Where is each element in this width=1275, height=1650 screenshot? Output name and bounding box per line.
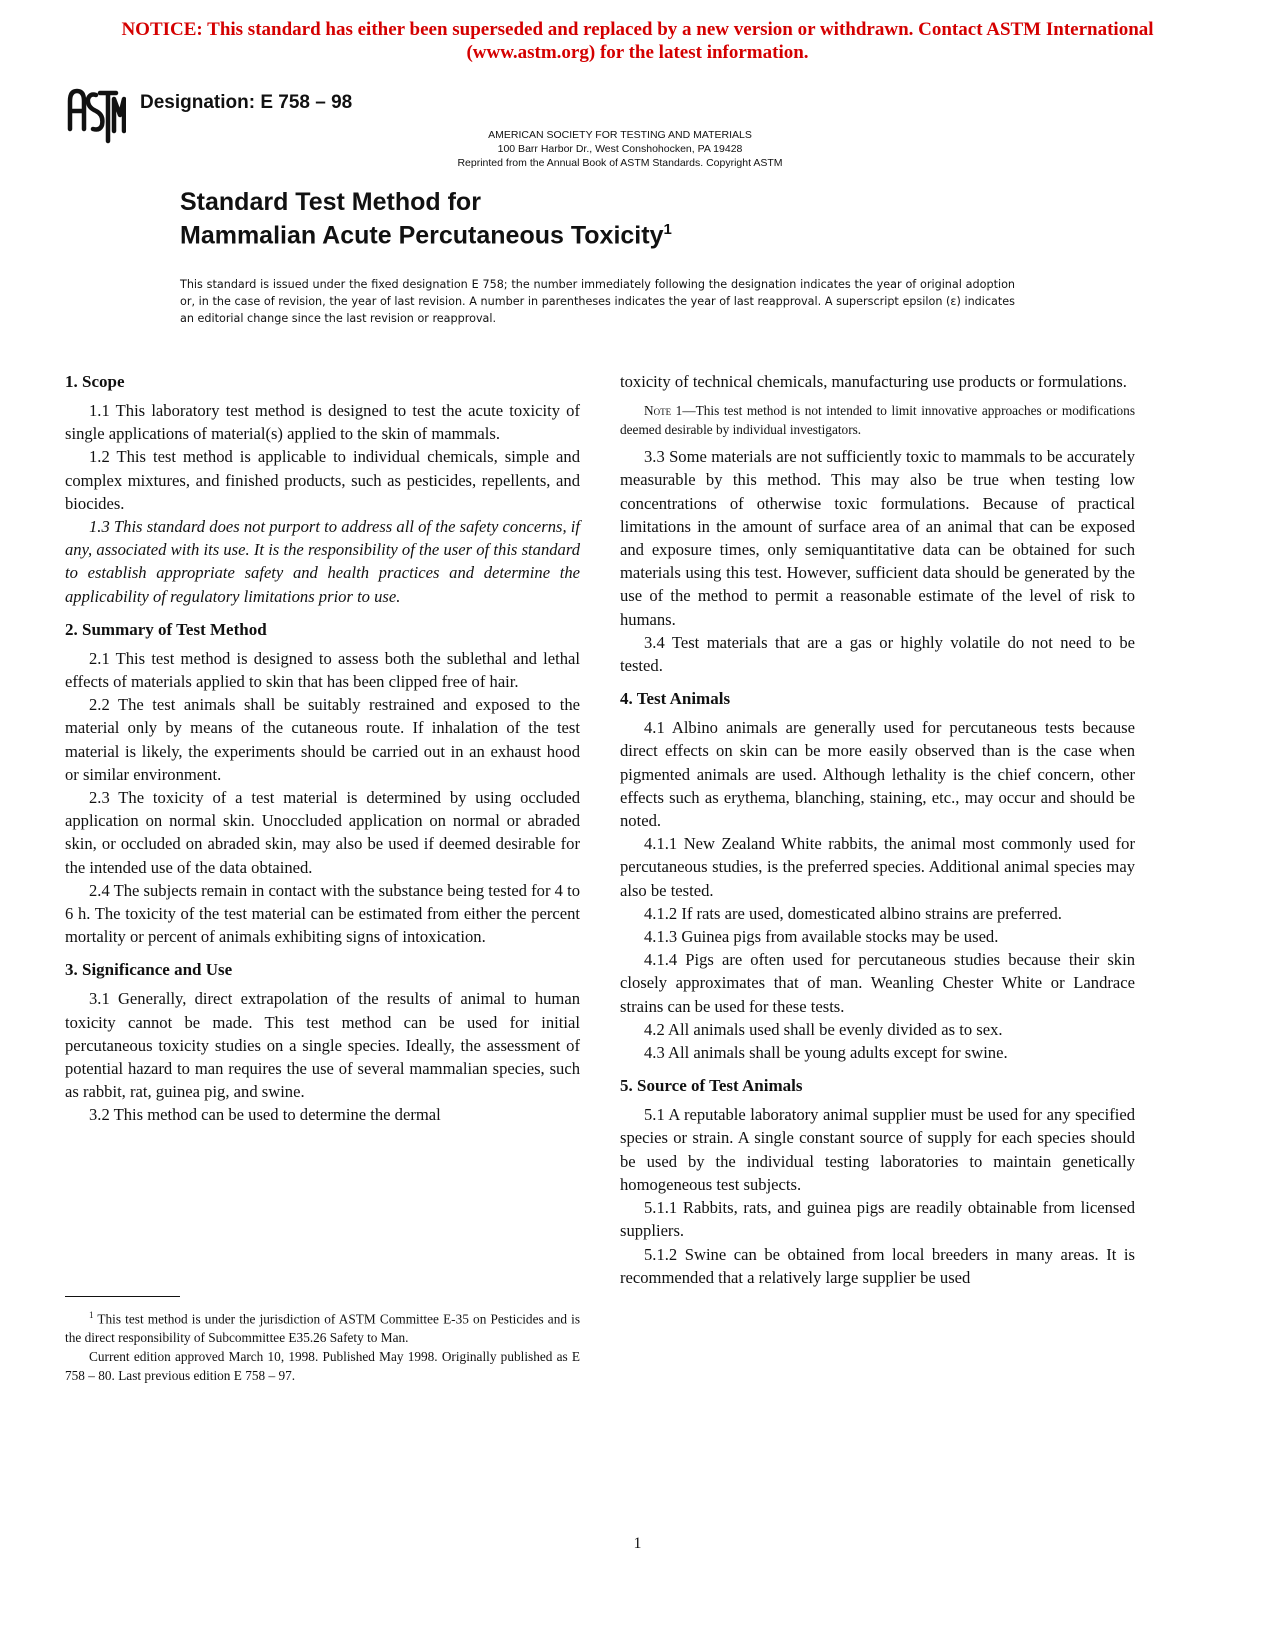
- publisher-copyright: Reprinted from the Annual Book of ASTM Standards. Copyright ASTM: [457, 157, 783, 169]
- section-heading-source: 5. Source of Test Animals: [620, 1076, 803, 1096]
- note-1: [620, 401, 1135, 439]
- paragraph-5-1: 5.1 A reputable laboratory animal supplier must be used for any specified species or strain. A single constant source of supply for each species should be used by the individual testing laboratories to maintain genetically homogeneous test subjects.: [620, 1105, 1135, 1194]
- paragraph-3-1: 3.1 Generally, direct extrapolation of the results of animal to human toxicity cannot be made. This test method can be used for initial percutaneous toxicity studies on a single species. Ideally, the assessment of potential hazard to man requires the use of several mammalian species, such as rabbit, rat, guinea pig, and swine.: [65, 989, 580, 1102]
- designation: Designation: E 758 – 98: [140, 92, 353, 113]
- footnote-edition: Current edition approved March 10, 1998. Published May 1998. Originally published as E 758 – 80. Last previous edition E 758 – 97.: [65, 1349, 580, 1384]
- paragraph-1-3: 1.3 This standard does not purport to address all of the safety concerns, if any, associated with its use. It is the responsibility of the user of this standard to establish appropriate safety and health practices and determine the applicability of regulatory limitations prior to use.: [65, 517, 580, 606]
- paragraph-3-2: 3.2 This method can be used to determine the dermal: [89, 1105, 441, 1125]
- section-heading-significance: 3. Significance and Use: [65, 960, 233, 980]
- footnote-divider: [65, 1296, 180, 1297]
- footnote-jurisdiction: This test method is under the jurisdiction of ASTM Committee E-35 on Pesticides and is the direct responsibility of Subcommittee E35.26 Safety to Man.: [65, 1311, 580, 1346]
- document-title: [180, 188, 672, 249]
- paragraph-2-1: 2.1 This test method is designed to assess both the sublethal and lethal effects of materials applied to skin that has been clipped free of hair.: [65, 648, 580, 692]
- paragraph-4-1-1: 4.1.1 New Zealand White rabbits, the animal most commonly used for percutaneous studies, is the preferred species. Additional animal species may also be tested.: [620, 834, 1135, 900]
- left-column: [65, 370, 580, 1127]
- paragraph-5-1-2: 5.1.2 Swine can be obtained from local breeders in many areas. It is recommended that a relatively large supplier be used: [620, 1244, 1135, 1287]
- page-number: 1: [633, 1535, 642, 1552]
- paragraph-3-3: 3.3 Some materials are not sufficiently toxic to mammals to be accurately measurable by this method. This may also be true when testing low concentrations of otherwise toxic formulations. Because of practical limitations in the amount of surface area of an animal that can be exposed and exposure times, only semiquantitative data can be obtained for such materials using this test. However, sufficient data should be generated by the use of the method to permit a reasonable estimate of the level of risk to humans.: [620, 447, 1135, 629]
- paragraph-2-2: 2.2 The test animals shall be suitably restrained and exposed to the material only by means of the cutaneous route. If inhalation of the test material is likely, the experiments should be carried out in an exhaust hood or similar environment.: [65, 695, 580, 784]
- paragraph-3-4: 3.4 Test materials that are a gas or highly volatile do not need to be tested.: [620, 632, 1135, 676]
- paragraph-4-1-4: 4.1.4 Pigs are often used for percutaneous studies because their skin closely approximates that of man. Weanling Chester White or Landrace strains can be used for these tests.: [620, 950, 1135, 1016]
- paragraph-4-2: 4.2 All animals used shall be evenly divided as to sex.: [644, 1019, 1003, 1039]
- section-heading-test-animals: 4. Test Animals: [620, 689, 731, 709]
- paragraph-2-4: 2.4 The subjects remain in contact with the substance being tested for 4 to 6 h. The toxicity of the test material can be estimated from either the percent mortality or percent of animals exhibiting signs of intoxication.: [65, 880, 580, 947]
- astm-logo-icon: [66, 85, 126, 145]
- paragraph-4-3: 4.3 All animals shall be young adults except for swine.: [644, 1043, 1008, 1063]
- supersession-notice: NOTICE: This standard has either been superseded and replaced by a new version or withdrawn. Contact ASTM International (www.astm.org) for the latest information.: [121, 19, 1154, 63]
- paragraph-4-1-3: 4.1.3 Guinea pigs from available stocks may be used.: [644, 927, 999, 947]
- note-label: Note: [644, 403, 672, 419]
- paragraph-4-1: 4.1 Albino animals are generally used for percutaneous tests because direct effects on skin can be more easily observed than is the case when pigmented animals are used. Although lethality is the chief concern, other effects such as erythema, blanching, staining, etc., may occur and should be noted.: [620, 718, 1135, 831]
- publisher-block: [420, 128, 820, 170]
- paragraph-1-2: 1.2 This test method is applicable to individual chemicals, simple and complex mixtures, and finished products, such as pesticides, repellents, and biocides.: [65, 447, 580, 513]
- paragraph-3-2-continued: toxicity of technical chemicals, manufacturing use products or formulations.: [620, 372, 1127, 391]
- issue-note: This standard is issued under the fixed designation E 758; the number immediately following the designation indicates the year of original adoption or, in the case of revision, the year of last revision. A number in parentheses indicates the year of last reapproval. A superscript epsilon (ε) indicates an editorial change since the last revision or reapproval.: [180, 278, 1015, 325]
- paragraph-1-1: 1.1 This laboratory test method is designed to test the acute toxicity of single applications of material(s) applied to the skin of mammals.: [65, 401, 580, 444]
- title-line-2: Mammalian Acute Percutaneous Toxicity: [180, 221, 664, 250]
- publisher-name: AMERICAN SOCIETY FOR TESTING AND MATERIALS: [488, 129, 752, 141]
- right-column: [620, 370, 1135, 1289]
- section-heading-scope: 1. Scope: [65, 372, 125, 391]
- publisher-address: 100 Barr Harbor Dr., West Conshohocken, PA 19428: [497, 143, 743, 155]
- title-footnote-mark: 1: [663, 221, 672, 238]
- paragraph-4-1-2: 4.1.2 If rats are used, domesticated albino strains are preferred.: [644, 903, 1062, 923]
- footnote: [65, 1306, 580, 1385]
- note-text: 1—This test method is not intended to limit innovative approaches or modifications deemed desirable by individual investigators.: [620, 403, 1135, 438]
- paragraph-5-1-1: 5.1.1 Rabbits, rats, and guinea pigs are readily obtainable from licensed suppliers.: [620, 1198, 1135, 1241]
- title-line-1: Standard Test Method for: [180, 188, 481, 216]
- footnote-mark: 1: [89, 1310, 94, 1320]
- paragraph-2-3: 2.3 The toxicity of a test material is determined by using occluded application on normal skin. Unoccluded application on normal or abraded skin, or occluded on abraded skin, may also be used if deemed desirable for the intended use of the data obtained.: [65, 788, 580, 877]
- section-heading-summary: 2. Summary of Test Method: [65, 619, 267, 639]
